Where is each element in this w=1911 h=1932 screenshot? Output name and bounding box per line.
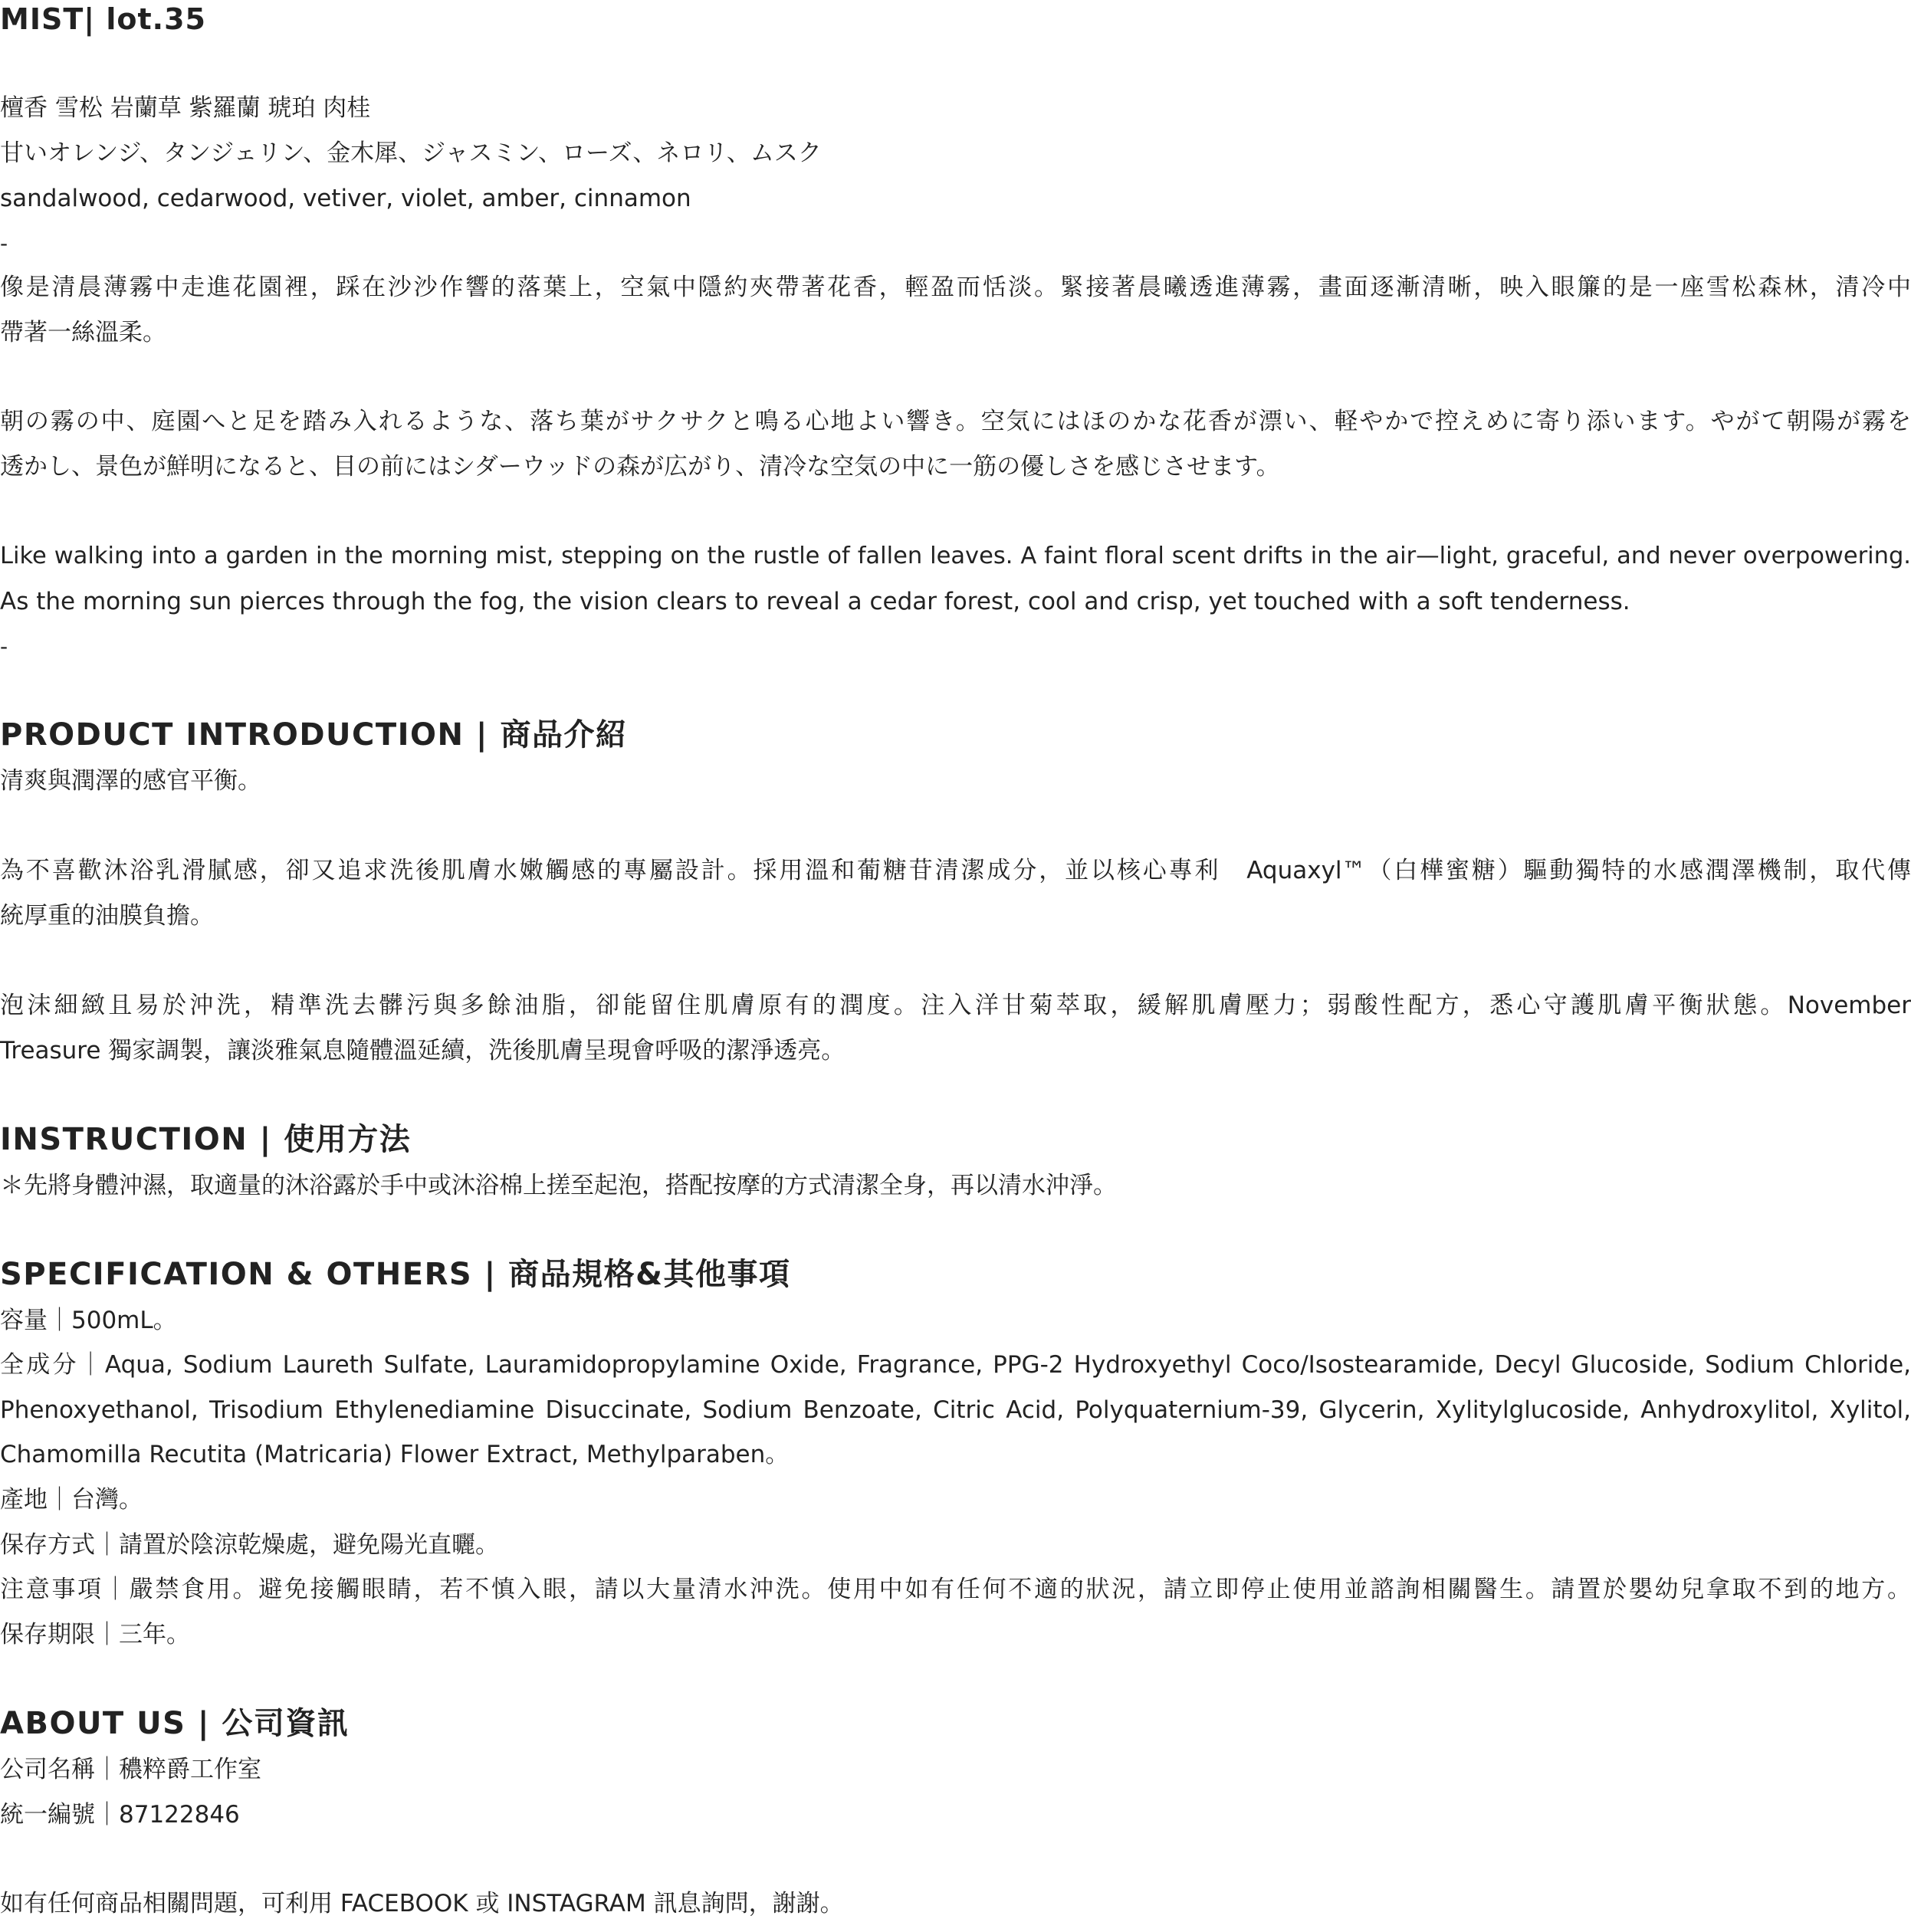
story-zh-line: 帶著一絲溫柔。 bbox=[0, 319, 166, 346]
separator: - bbox=[0, 231, 8, 256]
spec-ingredients-line: Chamomilla Recutita (Matricaria) Flower Extract, Methylparaben。 bbox=[0, 1441, 790, 1468]
story-ja-line: 朝の霧の中、庭園へと足を踏み入れるような、落ち葉がサクサクと鳴る心地よい響き。空気にはほのかな花香が漂い、軽やかで控えめに寄り添います。やがて朝陽が霧を bbox=[0, 408, 1911, 435]
story-en-line: As the morning sun pierces through the fog, the vision clears to reveal a cedar forest, cool and crisp, yet touched with a soft tenderness. bbox=[0, 588, 1630, 615]
intro-paragraph-line: Treasure 獨家調製，讓淡雅氣息隨體溫延續，洗後肌膚呈現會呼吸的潔淨透亮。 bbox=[0, 1037, 846, 1064]
spec-ingredients-line: Phenoxyethanol, Trisodium Ethylenediamine Disuccinate, Sodium Benzoate, Citric Acid, Polyquaternium-39, Glycerin, Xylitylglucoside, Anhydroxylitol, Xylitol, bbox=[0, 1396, 1911, 1424]
story-ja-line: 透かし、景色が鮮明になると、目の前にはシダーウッドの森が広がり、清冷な空気の中に一筋の優しさを感じさせます。 bbox=[0, 453, 1280, 481]
story-zh-line: 像是清晨薄霧中走進花園裡，踩在沙沙作響的落葉上，空氣中隱約夾帶著花香，輕盈而恬淡。緊接著晨曦透進薄霧，畫面逐漸清晰，映入眼簾的是一座雪松森林，清冷中 bbox=[0, 274, 1911, 301]
instruction-text: ＊先將身體沖濕，取適量的沐浴露於手中或沐浴棉上搓至起泡，搭配按摩的方式清潔全身，再以清水沖淨。 bbox=[0, 1172, 1117, 1199]
about-contact: 如有任何商品相關問題，可利用 FACEBOOK 或 INSTAGRAM 訊息詢問，謝謝。 bbox=[0, 1890, 844, 1917]
about-heading: ABOUT US | 公司資訊 bbox=[0, 1706, 350, 1741]
instruction-heading: INSTRUCTION | 使用方法 bbox=[0, 1122, 412, 1157]
spec-origin: 產地｜台灣。 bbox=[0, 1486, 143, 1514]
notes-en: sandalwood, cedarwood, vetiver, violet, amber, cinnamon bbox=[0, 185, 691, 212]
intro-paragraph-line: 泡沫細緻且易於沖洗，精準洗去髒污與多餘油脂，卻能留住肌膚原有的潤度。注入洋甘菊萃取，緩解肌膚壓力；弱酸性配方，悉心守護肌膚平衡狀態。November bbox=[0, 992, 1911, 1019]
spec-heading: SPECIFICATION & OTHERS | 商品規格&其他事項 bbox=[0, 1257, 791, 1292]
intro-tagline: 清爽與潤澤的感官平衡。 bbox=[0, 767, 261, 795]
intro-paragraph-line: 為不喜歡沐浴乳滑膩感，卻又追求洗後肌膚水嫩觸感的專屬設計。採用溫和葡糖苷清潔成分，並以核心專利 Aquaxyl™（白樺蜜糖）驅動獨特的水感潤澤機制，取代傳 bbox=[0, 857, 1911, 884]
about-company: 公司名稱｜穠粹爵工作室 bbox=[0, 1756, 261, 1783]
spec-shelf-life: 保存期限｜三年。 bbox=[0, 1621, 190, 1648]
product-title: MIST| lot.35 bbox=[0, 2, 206, 36]
spec-capacity: 容量｜500mL。 bbox=[0, 1307, 177, 1334]
about-tax-id: 統一編號｜87122846 bbox=[0, 1801, 240, 1829]
notes-zh: 檀香 雪松 岩蘭草 紫羅蘭 琥珀 肉桂 bbox=[0, 94, 371, 122]
spec-storage: 保存方式｜請置於陰涼乾燥處，避免陽光直曬。 bbox=[0, 1531, 499, 1559]
intro-heading: PRODUCT INTRODUCTION | 商品介紹 bbox=[0, 717, 628, 753]
story-en-line: Like walking into a garden in the morning mist, stepping on the rustle of fallen leaves. A faint floral scent drifts in the air—light, graceful, and never overpowering. bbox=[0, 543, 1911, 569]
notes-ja: 甘いオレンジ、タンジェリン、金木犀、ジャスミン、ローズ、ネロリ、ムスク bbox=[0, 139, 822, 167]
separator: - bbox=[0, 634, 8, 659]
intro-paragraph-line: 統厚重的油膜負擔。 bbox=[0, 902, 214, 930]
spec-caution: 注意事項｜嚴禁食用。避免接觸眼睛，若不慎入眼，請以大量清水沖洗。使用中如有任何不適的狀況，請立即停止使用並諮詢相關醫生。請置於嬰幼兒拿取不到的地方。 bbox=[0, 1576, 1911, 1603]
spec-ingredients-line: 全成分｜Aqua, Sodium Laureth Sulfate, Lauramidopropylamine Oxide, Fragrance, PPG-2 Hydroxyethyl Coco/Isostearamide, Decyl Glucoside, Sodium Chloride, bbox=[0, 1351, 1911, 1379]
